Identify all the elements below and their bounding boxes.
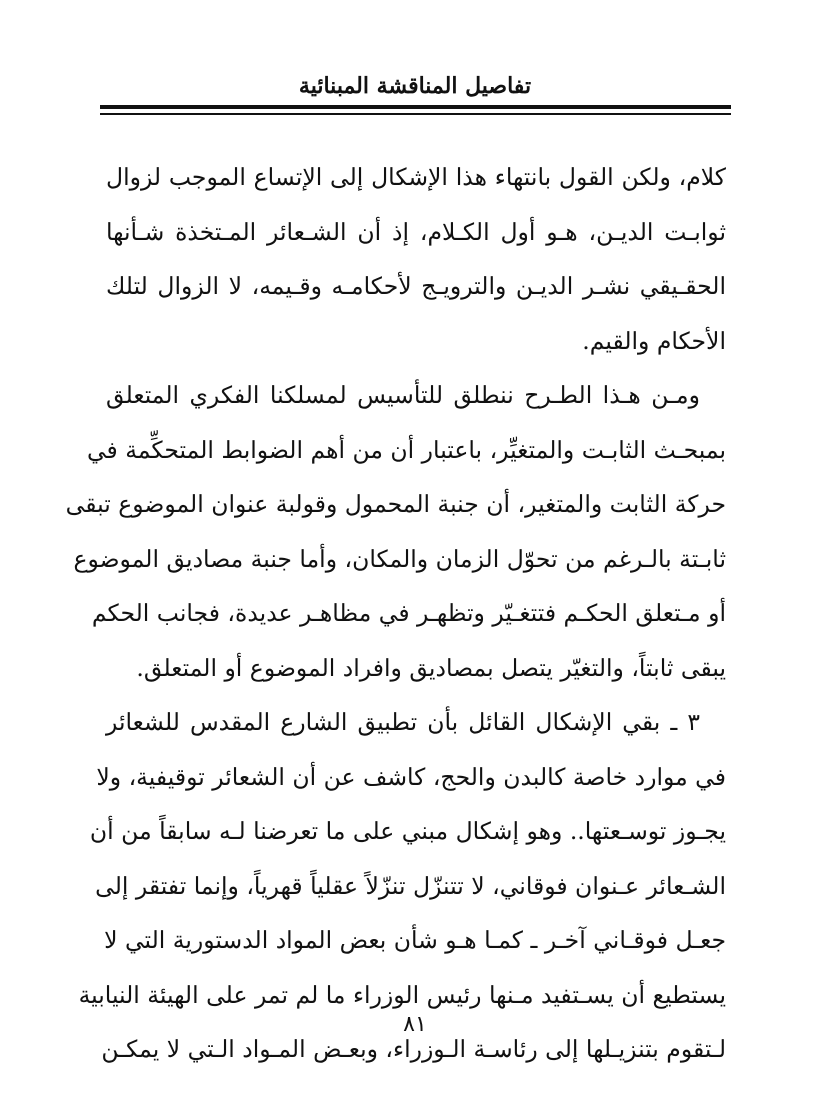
text-line: يبقى ثابتاً، والتغيّر يتصل بمصاديق وافراد الموضوع أو المتعلق. <box>136 653 726 682</box>
text-line: كلام، ولكن القول بانتهاء هذا الإشكال إلى الإتساع الموجب لزوال <box>106 163 726 191</box>
running-header-title: تفاصيل المناقشة المبنائية <box>298 73 532 99</box>
page-number: ٨١ <box>403 1012 427 1037</box>
text-line: ٣ ـ بقي الإشكال القائل بأن تطبيق الشارع المقدس للشعائر <box>106 708 700 736</box>
header-rule-thick <box>100 105 731 109</box>
text-line: الأحكام والقيم. <box>582 326 726 355</box>
text-line: بمبحـث الثابـت والمتغيِّر، باعتبار أن من أهم الضوابط المتحكِّمة في <box>86 435 726 464</box>
text-line: يستطيع أن يسـتفيد مـنها رئيس الوزراء ما لم تمر على الهيئة النيابية <box>78 980 726 1009</box>
text-line: في موارد خاصة كالبدن والحج، كاشف عن أن الشعائر توقيفية، ولا <box>96 762 726 791</box>
text-line: لـتقوم بتنزيـلها إلى رئاسـة الـوزراء، وبعـض المـواد الـتي لا يمكـن <box>101 1035 726 1063</box>
text-line: جعـل فوقـاني آخـر ـ كمـا هـو شأن بعض المواد الدستورية التي لا <box>104 926 726 954</box>
text-line: أو مـتعلق الحكـم فتتغـيّر وتظهـر في مظاهـر عديدة، فجانب الحكم <box>91 599 726 627</box>
body-text <box>65 150 726 1077</box>
text-line: يجـوز توسـعتها.. وهو إشكال مبني على ما تعرضنا لـه سابقاً من أن <box>89 817 726 845</box>
paragraph-2 <box>65 368 726 695</box>
header-rule-thin <box>100 113 731 115</box>
paragraph-1 <box>106 150 726 368</box>
text-line: حركة الثابت والمتغير، أن جنبة المحمول وقولبة عنوان الموضوع تبقى <box>65 490 726 518</box>
text-line: الشـعائر عـنوان فوقاني، لا تتنزّل تنزّلاً عقلياً قهرياً، وإنما تفتقر إلى <box>95 871 726 900</box>
text-line: الحقـيقي نشـر الديـن والترويـج لأحكامـه وقـيمه، لا الزوال لتلك <box>106 272 726 300</box>
text-line: ثوابـت الديـن، هـو أول الكـلام، إذ أن الشـعائر المـتخذة شـأنها <box>106 217 726 246</box>
text-line: ثابـتة بالـرغم من تحوّل الزمان والمكان، وأما جنبة مصاديق الموضوع <box>73 544 726 573</box>
text-line: ومـن هـذا الطـرح ننطلق للتأسيس لمسلكنا الفكري المتعلق <box>106 381 700 409</box>
